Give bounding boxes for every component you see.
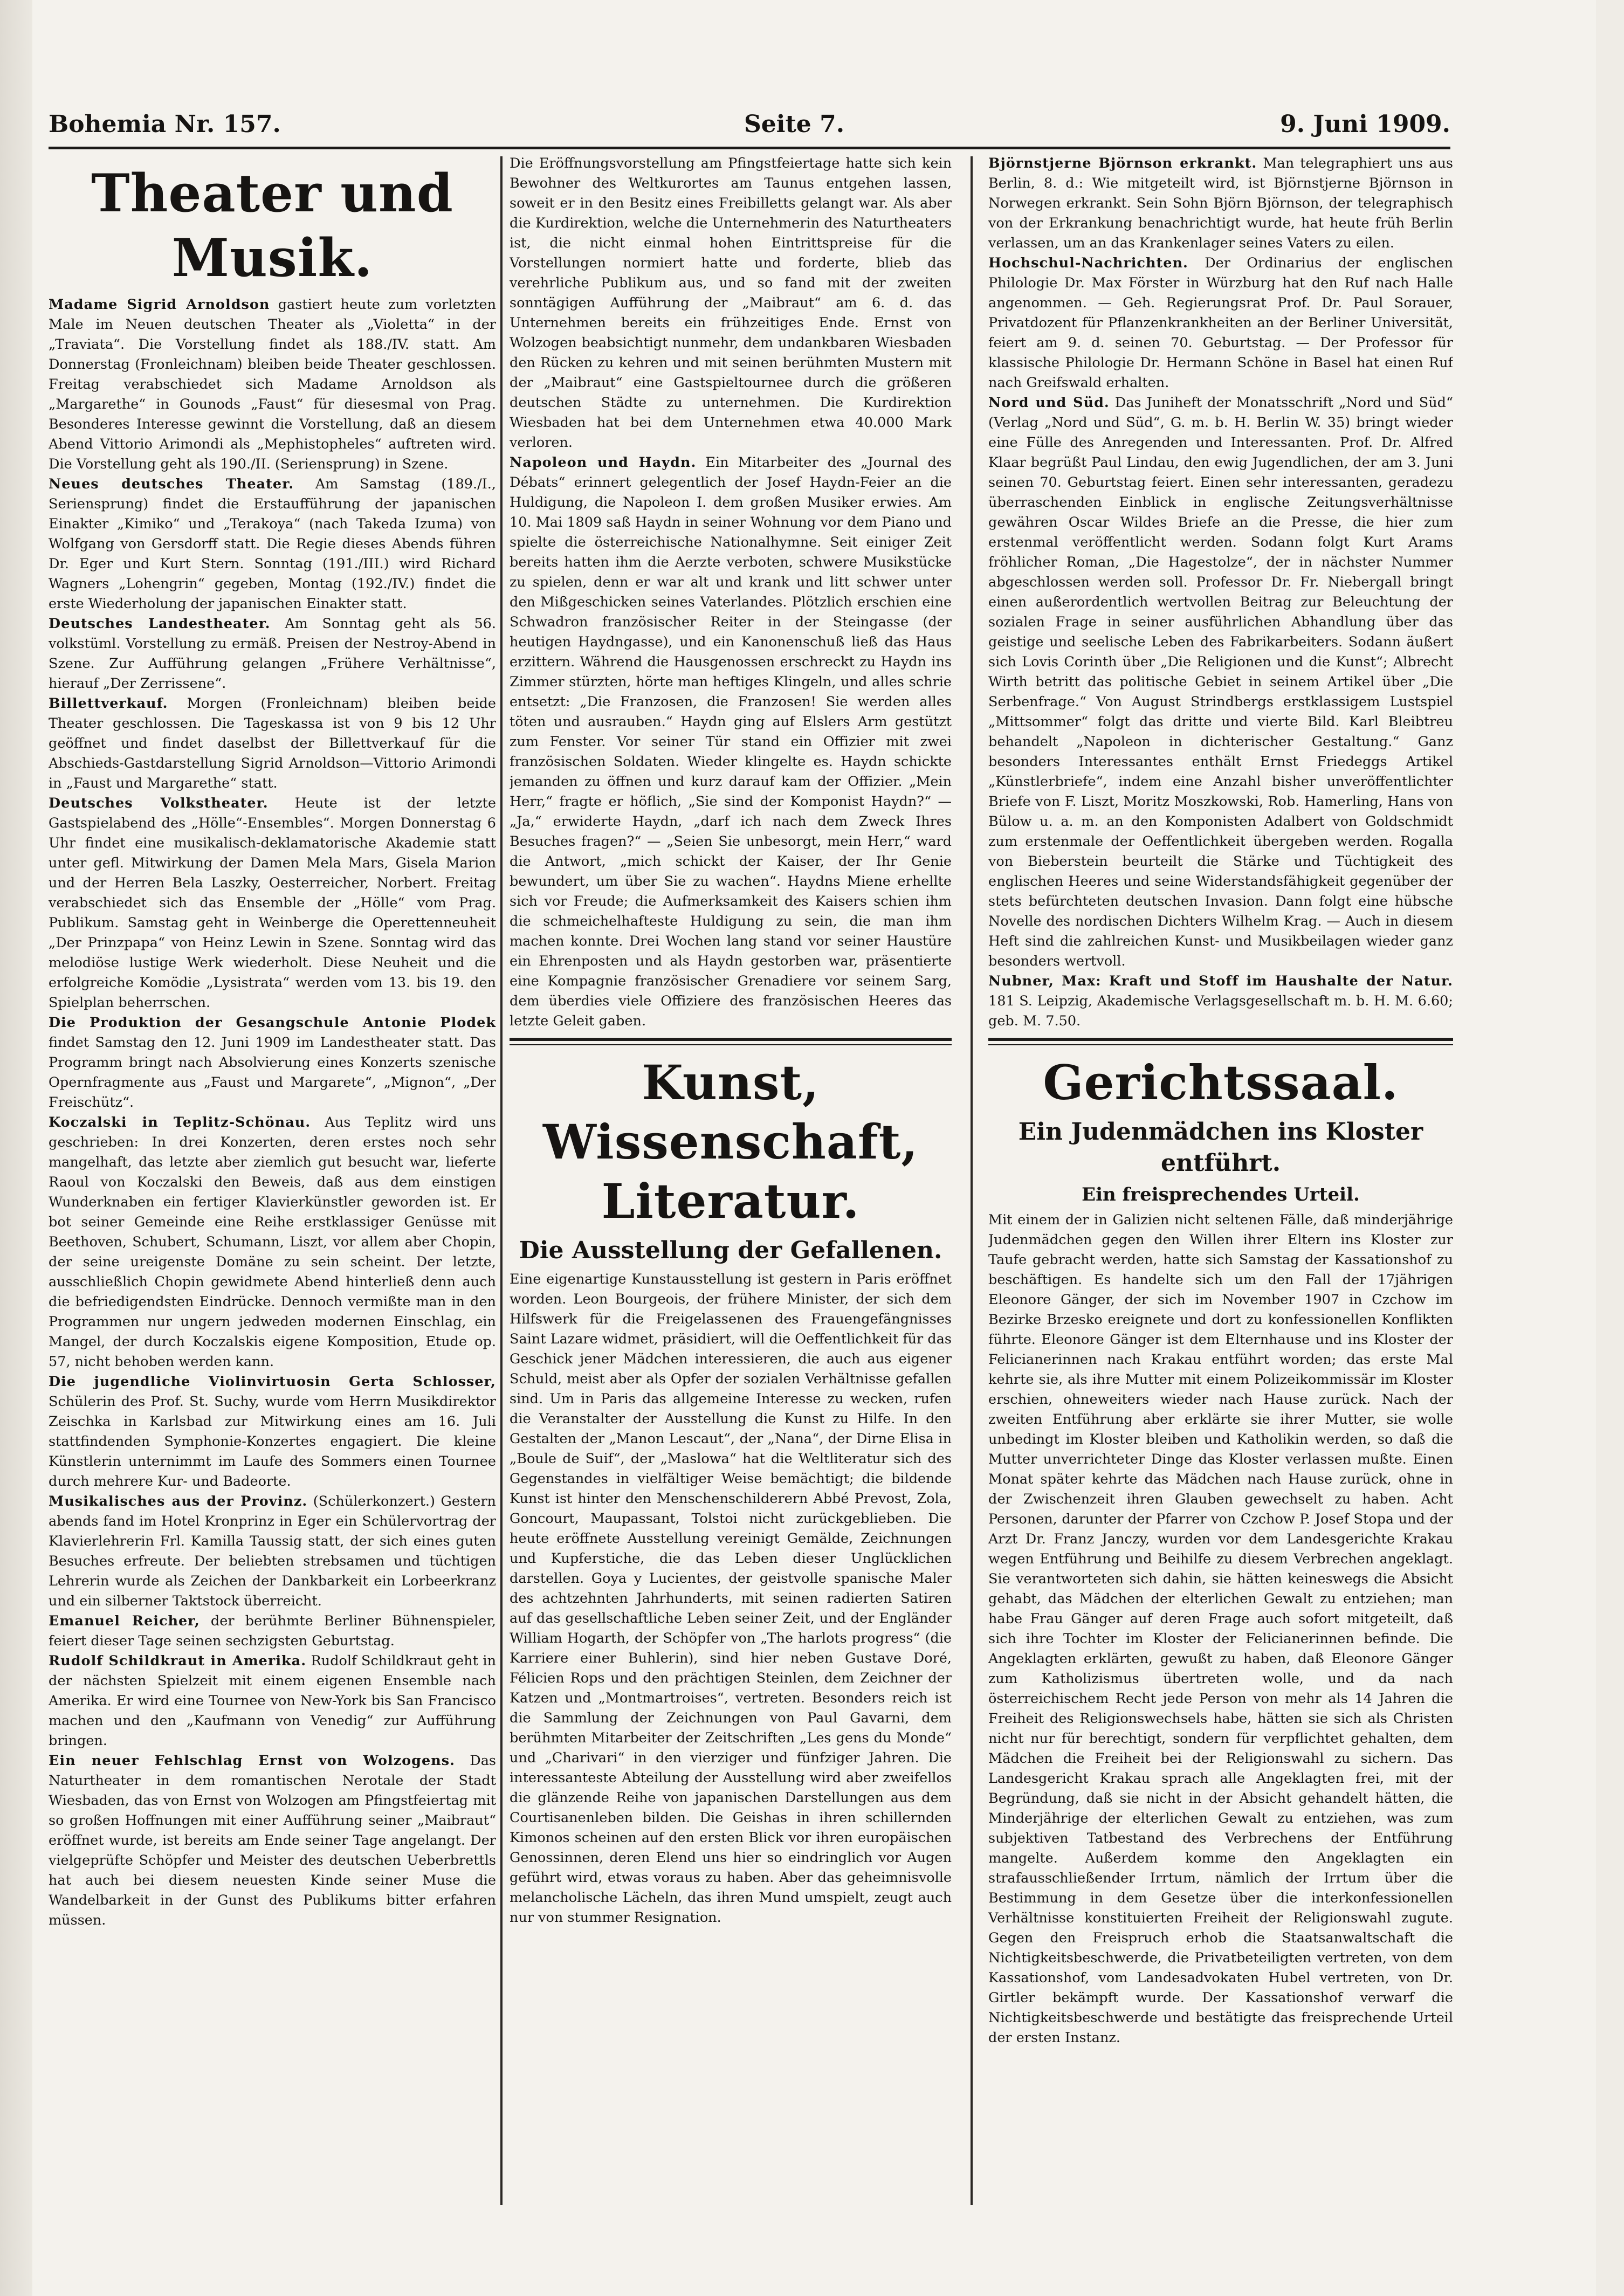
news-item [49,1372,496,1492]
news-item-lead: Nubner, Max: Kraft und Stoff im Haushalte der Natur. [988,973,1453,989]
section-divider [510,1044,952,1045]
col1-item-list [49,295,496,1930]
col2-item-list [510,453,952,1031]
news-item [988,154,1453,253]
column-divider [971,156,973,2205]
news-item-lead: Musikalisches aus der Provinz. [49,1493,308,1509]
news-item-lead: Deutsches Volkstheater. [49,795,269,811]
news-item-text: findet Samstag den 12. Juni 1909 im Landestheater statt. Das Programm bringt nach Absolvierung eines Konzerts szenische Opernfragmente aus „Faust und Margarete“, „Mignon“, „Der Freischütz“. [49,1035,496,1111]
news-item-lead: Emanuel Reicher, [49,1613,200,1629]
news-item-text: Ein Mitarbeiter des „Journal des Débats“ erinnert gelegentlich der Josef Haydn-Feier an die Huldigung, die Napoleon I. dem großen Musiker erwies. Am 10. Mai 1809 saß Haydn in seiner Wohnung vor dem Piano und spielte die österreichische Nationalhymne. Seit einiger Zeit bereits hatten ihm die Aerzte verboten, schwere Musikstücke zu spielen, denn er war alt und krank und litt schwer unter den Mißgeschicken seines Vaterlandes. Plötzlich erschien eine Schwadron französischer Reiter in der Steingasse (der heutigen Haydngasse), und ein Kanonenschuß ließ das Haus erzittern. Während die Hausgenossen erschreckt zu Haydn ins Zimmer stürzten, hörte man heftiges Klingeln, und alles schrie entsetzt: „Die Franzosen, die Franzosen! Sie werden alles töten und ausrauben.“ Haydn ging auf Elslers Arm gestützt zum Fenster. Vor seiner Tür stand ein Offizier mit zwei französischen Soldaten. Wieder klingelte es. Haydn schickte jemanden zu öffnen und kurz darauf kam der Offizier. „Mein Herr,“ fragte er höflich, „Sie sind der Komponist Haydn?“ — „Ja,“ erwiderte Haydn, „darf ich nach dem Zweck Ihres Besuches fragen?“ — „Seien Sie unbesorgt, mein Herr,“ ward die Antwort, „mich schickt der Kaiser, der Ihr Genie bewundert, um über Sie zu wachen“. Haydns Miene erhellte sich vor Freude; die Aufmerksamkeit des Kaisers schien ihm die schmeichelhafteste Huldigung zu sein, die man ihm machen konnte. Drei Wochen lang stand vor seiner Haustüre ein Ehrenposten und als Haydn gestorben war, präsentierte eine Kompagnie französischer Grenadiere vor seinem Sarg, dem überdies viele Offiziere des französischen Heeres das letzte Geleit gaben. [510,454,952,1029]
page-edge [0,0,32,2296]
news-item [49,694,496,794]
news-item-lead: Die jugendliche Violinvirtuosin Gerta Schlosser, [49,1374,496,1390]
news-item-lead: Ein neuer Fehlschlag Ernst von Wolzogens. [49,1753,455,1769]
news-item-lead: Hochschul-Nachrichten. [988,255,1188,271]
news-item [510,453,952,1031]
section-divider [510,1038,952,1041]
news-item [49,1013,496,1113]
news-item-lead: Koczalski in Teplitz-Schönau. [49,1114,311,1130]
news-item [49,295,496,474]
news-item-text: Das Naturtheater in dem romantischen Nerotale der Stadt Wiesbaden, das von Ernst von Wolzogen am Pfingstfeiertag mit so großen Hoffnungen mit einer Aufführung seiner „Maibraut“ eröffnet wurde, ist bereits am Ende seiner Tage angelangt. Der vielgeprüfte Schöpfer und Meister des deutschen Ueberbrettls hat auch bei diesem neuesten Kinde seiner Muse die Wandelbarkeit in der Gunst des Publikums bitter erfahren müssen. [49,1753,496,1928]
news-item-lead: Björnstjerne Björnson erkrankt. [988,155,1257,171]
column-right [988,154,1453,2215]
news-item [49,794,496,1013]
article-text-ausstellung: Eine eigenartige Kunstausstellung ist gestern in Paris eröffnet worden. Leon Bourgeois, der frühere Minister, der sich dem Hilfswerk für die Freigelassenen des Frauengefängnisses Saint Lazare widmet, präsidiert, will die Oeffentlichkeit für das Geschick jener Mädchen interessieren, die auch aus eigener Schuld, meist aber als Opfer der sozialen Verhältnisse gefallen sind. Um in Paris das allgemeine Interesse zu wecken, rufen die Veranstalter der Ausstellung die Kunst zu Hilfe. In den Gestalten der „Manon Lescaut“, der „Nana“, der Dirne Elisa in „Boule de Suif“, der „Maslowa“ hat die Weltliteratur sich des Gegenstandes in vielfältiger Weise bemächtigt; die bildende Kunst ist hinter den Menschenschilderern Abbé Prevost, Zola, Goncourt, Maupassant, Tolstoi nicht zurückgeblieben. Die heute eröffnete Ausstellung vereinigt Gemälde, Zeichnungen und Kupferstiche, die das Leben dieser Unglücklichen darstellen. Goya y Lucientes, der geistvolle spanische Maler des achtzehnten Jahrhunderts, mit seinen radierten Satiren auf das gesellschaftliche Leben seiner Zeit, und der Engländer William Hogarth, der Schöpfer von „The harlots progress“ (die Karriere einer Buhlerin), sind hier neben Gustave Doré, Félicien Rops und den prächtigen Steinlen, dem Zeichner der Katzen und „Montmartroises“, vertreten. Besonders reich ist die Sammlung der Zeichnungen von Paul Gavarni, dem berühmten Mitarbeiter der Zeitschriften „Les gens du Monde“ und „Charivari“ in den vierziger und fünfziger Jahren. Die interessanteste Abteilung der Ausstellung wird aber zweifellos die glänzende Reihe von japanischen Darstellungen aus dem Courtisanenleben bilden. Die Geishas in ihren schillernden Kimonos scheinen auf den ersten Blick vor ihren europäischen Genossinnen, deren Elend uns hier so eindringlich vor Augen geführt wird, etwas voraus zu haben. Aber das geheimnisvolle melancholische Lächeln, das ihren Mund umspielt, zeugt auch nur von stummer Resignation. [510,1271,952,1926]
news-item-text: 181 S. Leipzig, Akademische Verlagsgesellschaft m. b. H. M. 6.60; geb. M. 7.50. [988,993,1453,1029]
news-item-text: Morgen (Fronleichnam) bleiben beide Theater geschlossen. Die Tageskassa ist von 9 bis 12 Uhr geöffnet und findet daselbst der Billettverkauf für die Abschieds-Gastdarstellung Sigrid Arnoldson—Vittorio Arimondi in „Faust und Margarethe“ statt. [49,695,496,791]
news-item-lead: Billettverkauf. [49,695,168,712]
news-item-text: Das Juniheft der Monatsschrift „Nord und Süd“ (Verlag „Nord und Süd“, G. m. b. H. Berlin W. 35) bringt wieder eine Fülle des Anregenden und Interessanten. Prof. Dr. Alfred Klaar begrüßt Paul Lindau, den ewig Jugendlichen, der am 3. Juni seinen 70. Geburtstag feiert. Einen sehr interessanten, geradezu überraschenden Einblick in englische Zeitungsverhältnisse gewähren Oscar Wildes Briefe an die Presse, die hier zum erstenmal veröffentlicht werden. Sodann folgt Kurt Arams fröhlicher Roman, „Die Hagestolze“, der in nächster Nummer abgeschlossen werden soll. Professor Dr. Fr. Niebergall bringt einen außerordentlich wertvollen Beitrag zur Beleuchtung der sozialen Frage in seiner ausführlichen Abhandlung über das geistige und seelische Leben des Fabrikarbeiters. Sodann äußert sich Lovis Corinth über „Die Religionen und die Kunst“; Albrecht Wirth betritt das politische Gebiet in seinem Artikel über „Die Serbenfrage.“ Von August Strindbergs erstklassigem Lustspiel „Mittsommer“ folgt das dritte und vierte Bild. Karl Bleibtreu behandelt „Napoleon in dichterischer Gestaltung.“ Ganz besonders Interessantes enthält Ernst Friedeggs Artikel „Künstlerbriefe“, indem eine Anzahl bisher unveröffentlichter Briefe von F. Liszt, Moritz Moszkowski, Rob. Hamerling, Hans von Bülow u. a. m. an den Komponisten Adalbert von Goldschmidt zum erstenmale der Oeffentlichkeit übergeben werden. Rogalla von Bieberstein beurteilt die Stärke und Tüchtigkeit des englischen Heeres und seine Widerstandsfähigkeit gegenüber der stets befürchteten deutschen Invasion. Dann folgt eine hübsche Novelle des nordischen Dichters Wilhelm Krag. — Auch in diesem Heft sind die zahlreichen Kunst- und Musikbeilagen wieder ganz besonders wertvoll. [988,395,1453,969]
news-item-text: Der Ordinarius der englischen Philologie Dr. Max Förster in Würzburg hat den Ruf nach Halle angenommen. — Geh. Regierungsrat Prof. Dr. Paul Sorauer, Privatdozent für Pflanzenkrankheiten an der Berliner Universität, feiert am 9. d. seinen 70. Geburtstag. — Der Professor für klassische Philologie Dr. Hermann Schöne in Basel hat einen Ruf nach Greifswald erhalten. [988,255,1453,391]
news-item [988,971,1453,1031]
news-item-text: Aus Teplitz wird uns geschrieben: In drei Konzerten, deren erstes noch sehr mangelhaft, das letzte aber ziemlich gut besucht war, lieferte Raoul von Koczalski den Beweis, daß aus dem einstigen Wunderknaben ein fertiger Klavierkünstler geworden ist. Er bot seiner Gemeinde eine Reihe erstklassiger Genüsse mit Beethoven, Schubert, Schumann, Liszt, vor allem aber Chopin, der seine ureigenste Domäne zu sein scheint. Der letzte, ausschließlich Chopin gewidmete Abend hinterließ denn auch die befriedigendsten Eindrücke. Dennoch vermißte man in den Programmen nur ungern jedweden modernen Einschlag, ein Mangel, der durch Koczalskis eigene Komposition, Etude op. 57, nicht behoben werden kann. [49,1114,496,1370]
article-subtitle-urteil: Ein freisprechendes Urteil. [1082,1184,1360,1205]
news-item-lead: Napoleon und Haydn. [510,454,697,471]
header-rule [49,147,1450,149]
section-title-gerichtssaal: Gerichtssaal. [1043,1054,1399,1111]
section-title-kunst: Kunst, Wissenschaft, Literatur. [542,1054,919,1229]
news-item-text: Am Sonntag geht als 56. volkstüml. Vorstellung zu ermäß. Preisen der Nestroy-Abend in Szene. Zur Aufführung gelangen „Frühere Verhältnisse“, hierauf „Der Zerrissene“. [49,616,496,692]
column-divider [500,156,503,2205]
col2-continuation: Die Eröffnungsvorstellung am Pfingstfeiertage hatte sich kein Bewohner des Weltkurortes am Taunus entgehen lassen, soweit er in den Besitz eines Freibilletts gelangt war. Als aber die Kurdirektion, welche die Unternehmerin des Naturtheaters ist, die nicht einmal hohen Eintrittspreise für die Vorstellungen normiert hatte und forderte, blieb das verehrliche Publikum aus, und so fand mit der zweiten sonntägigen Aufführung der „Maibraut“ am 6. d. das Unternehmen bereits ein frühzeitiges Ende. Ernst von Wolzogen beabsichtigt nunmehr, dem undankbaren Wiesbaden den Rücken zu kehren und mit seinen berühmten Mustern mit der „Maibraut“ eine Gastspieltournee durch die größeren deutschen Städte zu unternehmen. Die Kurdirektion Wiesbaden hat bei dem Unternehmen etwa 40.000 Mark verloren. [510,155,952,451]
section-divider [988,1044,1453,1045]
news-item [988,393,1453,971]
header-date: 9. Juni 1909. [1280,111,1450,138]
news-item-lead: Deutsches Landestheater. [49,616,271,632]
news-item [49,1651,496,1751]
news-item [49,1113,496,1372]
news-item-text: Rudolf Schildkraut geht in der nächsten Spielzeit mit einem eigenen Ensemble nach Amerika. Er wird eine Tournee von New-York bis San Francisco machen und den „Kaufmann von Venedig“ zur Aufführung bringen. [49,1653,496,1749]
page-header [49,111,1450,143]
news-item-lead: Nord und Süd. [988,395,1110,411]
news-item-lead: Rudolf Schildkraut in Amerika. [49,1653,307,1669]
news-item-text: Schülerin des Prof. St. Suchy, wurde vom Herrn Musikdirektor Zeischka in Karlsbad zur Mitwirkung eines am 16. Juli stattfindenden Symphonie-Konzertes engagiert. Die kleine Künstlerin unternimmt im Laufe des Sommers einen Tournee durch mehrere Kur- und Badeorte. [49,1394,496,1490]
news-item-lead: Madame Sigrid Arnoldson [49,297,270,313]
article-title-ausstellung: Die Ausstellung der Gefallenen. [519,1237,942,1264]
header-page-number: Seite 7. [744,111,845,138]
news-item-text: Am Samstag (189./I., Seriensprung) findet die Erstaufführung der japanischen Einakter „Kimiko“ und „Terakoya“ (nach Takeda Izuma) von Wolfgang von Gersdorff statt. Die Regie dieses Abends führen Dr. Eger und Kurt Stern. Sonntag (191./III.) wird Richard Wagners „Lohengrin“ gegeben, Montag (192./IV.) findet die erste Wiederholung der japanischen Einakter statt. [49,476,496,612]
article-text-judenmaedchen: Mit einem der in Galizien nicht seltenen Fälle, daß minderjährige Judenmädchen gegen den Willen ihrer Eltern ins Kloster zur Taufe gebracht werden, hatte sich Samstag der Kassationshof zu beschäftigen. Es handelte sich um den Fall der 17jährigen Eleonore Gänger, der sich im November 1907 in Czchow im Bezirke Brzesko ereignete und dort zu konfessionellen Konflikten führte. Eleonore Gänger ist dem Elternhause und ins Kloster der Felicianerinnen nach Krakau entführt worden; das erste Mal kehrte sie, als ihre Mutter mit einem Polizeikommissär im Kloster erschien, ohneweiters wieder nach Hause zurück. Nach der zweiten Entführung aber erklärte sie ihrer Mutter, sie wolle unbedingt im Kloster bleiben und Katholikin werden, so daß die Mutter unverrichteter Dinge das Kloster verlassen mußte. Einen Monat später kehrte das Mädchen nach Hause zurück, ohne in der Zwischenzeit ihren Glauben gewechselt zu haben. Acht Personen, darunter der Pfarrer von Czchow P. Josef Stopa und der Arzt Dr. Franz Janczy, wurden vor dem Landesgerichte Krakau wegen Entführung und Beihilfe zu diesem Verbrechen angeklagt. Sie verantworteten sich dahin, sie hätten keineswegs die Absicht gehabt, das Mädchen der elterlichen Gewalt zu entziehen; man habe Frau Gänger auf deren Frage auch sofort mitgeteilt, daß sich ihre Tochter im Kloster der Felicianerinnen befinde. Die Angeklagten erklärten, gewußt zu haben, daß Eleonore Gänger zum Katholizismus übertreten wolle, und da nach österreichischem Recht jede Person von mehr als 14 Jahren die Freiheit des Religionswechsels habe, hätten sie sich als Christen nicht nur für berechtigt, sondern für verpflichtet gehalten, dem Mädchen die Freiheit bei der Religionswahl zu sichern. Das Landesgericht Krakau sprach alle Angeklagten frei, mit der Begründung, daß sie nicht in der Absicht gehandelt hätten, die Minderjährige der elterlichen Gewalt zu entziehen, was zum subjektiven Tatbestand des Verbrechens der Entführung mangelte. Außerdem komme den Angeklagten ein strafausschließender Irrtum, nämlich der Irrtum über die Bestimmung in dem Gesetze über die interkonfessionellen Verhältnisse konstituierten Freiheit der Religionswahl zugute. Gegen den Freispruch erhob die Staatsanwaltschaft die Nichtigkeitsbeschwerde, die Privatbeteiligten vertreten, von dem Kassationshof, vom Landesadvokaten Hubel vertreten, von Dr. Girtler bekämpft wurde. Der Kassationshof verwarf die Nichtigkeitsbeschwerde und bestätigte das freisprechende Urteil der ersten Instanz. [988,1212,1453,2046]
news-item [49,1611,496,1651]
news-item [49,1751,496,1930]
column-middle [510,154,952,2215]
section-divider [988,1038,1453,1041]
column-left [49,154,496,2215]
news-item [49,614,496,694]
news-item [49,474,496,614]
news-item-text: Heute ist der letzte Gastspielabend des „Hölle“-Ensembles“. Morgen Donnerstag 6 Uhr findet eine musikalisch-deklamatorische Akademie statt unter gefl. Mitwirkung der Damen Mela Mars, Gisela Marion und der Herren Bela Laszky, Oesterreicher, Norbert. Freitag verabschiedet sich das Ensemble der „Hölle“ vom Prag. Publikum. Samstag geht in Weinberge die Operettenneuheit „Der Prinzpapa“ von Heinz Lewin in Szene. Sonntag wird das melodiöse lustige Werk wiederholt. Diese Neuheit und die erfolgreiche Komödie „Lysistrata“ werden vom 13. bis 19. den Spielplan beherrschen. [49,795,496,1011]
col3-item-list [988,154,1453,1031]
news-item-lead: Neues deutsches Theater. [49,476,294,492]
article-title-judenmaedchen: Ein Judenmädchen ins Kloster entführt. [1018,1118,1423,1177]
news-item-text: Man telegraphiert uns aus Berlin, 8. d.: Wie mitgeteilt wird, ist Björnstjerne Björnson in Norwegen erkrankt. Sein Sohn Björn Björnson, der telegraphisch von der Erkrankung benachrichtigt wurde, hat heute früh Berlin verlassen, um an das Krankenlager seines Vaters zu eilen. [988,155,1453,251]
news-item-lead: Die Produktion der Gesangschule Antonie Plodek [49,1015,496,1031]
news-item-text: (Schülerkonzert.) Gestern abends fand im Hotel Kronprinz in Eger ein Schülervortrag der Klavierlehrerin Frl. Kamilla Taussig statt, der sich eines guten Besuches erfreute. Der beliebten strebsamen und tüchtigen Lehrerin wurde als Zeichen der Dankbarkeit ein Lorbeerkranz und ein silberner Taktstock überreicht. [49,1493,496,1609]
header-paper-name: Bohemia Nr. 157. [49,111,281,138]
news-item [49,1492,496,1611]
news-item-text: gastiert heute zum vorletzten Male im Neuen deutschen Theater als „Violetta“ in der „Traviata“. Die Vorstellung findet als 188./IV. statt. Am Donnerstag (Fronleichnam) bleiben beide Theater geschlossen. Freitag verabschiedet sich Madame Arnoldson als „Margarethe“ in Gounods „Faust“ für diesesmal von Prag. Besonderes Interesse gewinnt die Vorstellung, daß an diesem Abend Vittorio Arimondi als „Mephistopheles“ auftreten wird. Die Vorstellung geht als 190./II. (Seriensprung) in Szene. [49,297,496,472]
section-title-theater: Theater und Musik. [91,163,453,288]
news-item-text: der berühmte Berliner Bühnenspieler, feiert dieser Tage seinen sechzigsten Geburtstag. [49,1613,496,1649]
news-item [988,253,1453,393]
